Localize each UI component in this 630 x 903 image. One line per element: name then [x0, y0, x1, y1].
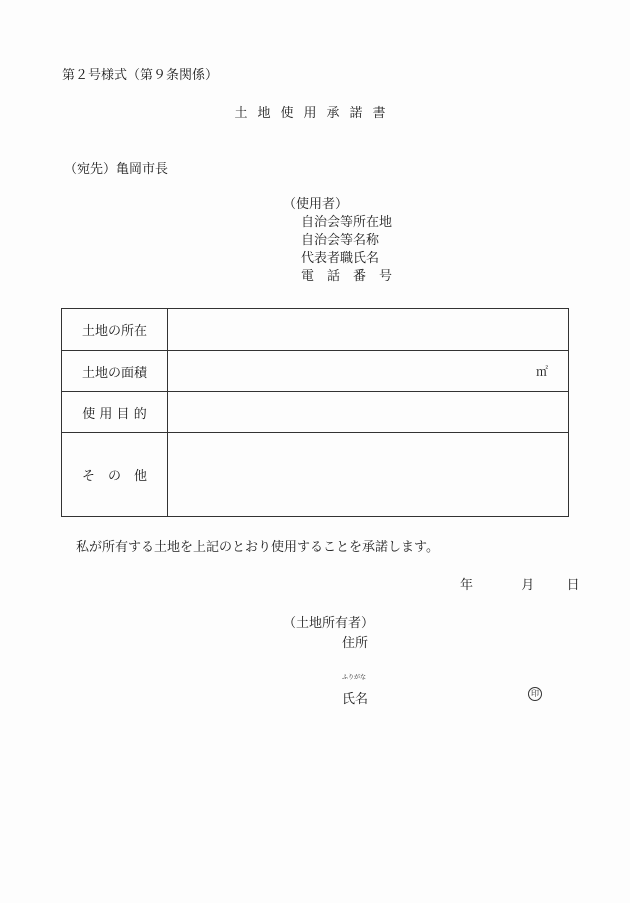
user-representative-label: 代表者職氏名: [301, 251, 380, 266]
document-title: 土地使用承諾書: [234, 106, 396, 121]
form-number: 第２号様式（第９条関係）: [62, 68, 219, 83]
year-label: 年: [460, 578, 474, 593]
land-area-field[interactable]: [168, 351, 569, 392]
square-meter-unit: ㎡: [535, 364, 548, 379]
purpose-field[interactable]: [168, 392, 569, 433]
land-info-table: [61, 308, 569, 517]
user-address-label: 自治会等所在地: [301, 215, 393, 230]
owner-address-label: 住所: [342, 636, 369, 651]
consent-statement: 私が所有する土地を上記のとおり使用することを承諾します。: [76, 540, 439, 555]
table-row: [62, 351, 569, 392]
land-location-label: 土地の所在: [62, 309, 168, 351]
table-row: [62, 309, 569, 351]
user-block: [283, 196, 392, 286]
furigana-label: ふりがな: [342, 674, 367, 681]
land-area-label: 土地の面積: [62, 351, 168, 392]
owner-heading: （土地所有者）: [283, 616, 375, 631]
land-location-field[interactable]: [168, 309, 569, 351]
other-label: そ の 他: [62, 433, 168, 517]
date-row: [460, 574, 580, 593]
purpose-label: 使 用 目 的: [62, 392, 168, 433]
owner-name-label: 氏名: [342, 692, 369, 707]
other-field[interactable]: [168, 433, 569, 517]
table-row: [62, 433, 569, 517]
user-phone-label: 電 話 番 号: [301, 269, 393, 284]
user-name-label: 自治会等名称: [301, 233, 380, 248]
table-row: [62, 392, 569, 433]
addressee: （宛先）亀岡市長: [64, 162, 169, 177]
month-label: 月: [521, 578, 535, 593]
seal-mark: 印: [528, 687, 542, 701]
user-heading: （使用者）: [283, 197, 349, 212]
day-label: 日: [566, 578, 580, 593]
